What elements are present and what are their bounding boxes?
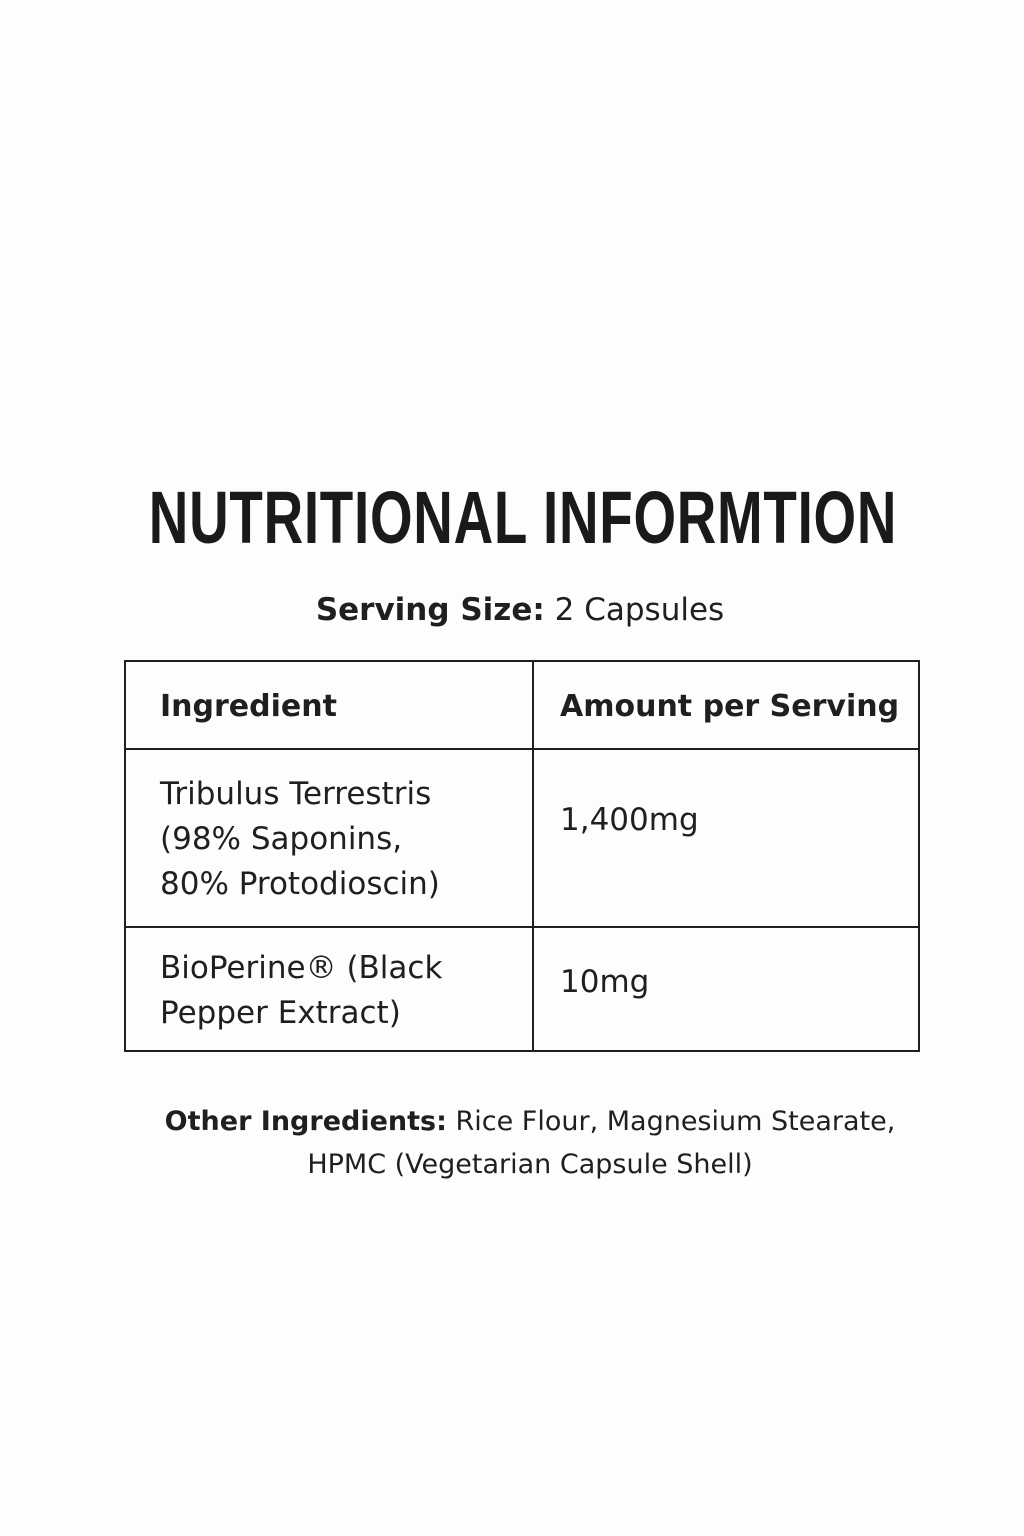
- page-title: NUTRITIONAL INFORMTION: [148, 476, 898, 559]
- header-ingredient: Ingredient: [160, 689, 337, 724]
- table-header-row: [126, 662, 918, 750]
- other-ingredients-line2: HPMC (Vegetarian Capsule Shell): [307, 1149, 753, 1180]
- ingredient-cell: BioPerine® (Black Pepper Extract): [160, 950, 443, 1031]
- nutrition-table: [124, 660, 920, 1052]
- header-amount: Amount per Serving: [560, 689, 900, 724]
- other-ingredients-line1: Rice Flour, Magnesium Stearate,: [455, 1106, 896, 1137]
- other-ingredients: [0, 1100, 1024, 1186]
- other-ingredients-label: Other Ingredients:: [164, 1106, 447, 1137]
- column-divider: [532, 662, 534, 1050]
- serving-size: [0, 588, 1024, 632]
- serving-size-value: 2 Capsules: [554, 592, 725, 628]
- ingredient-cell: Tribulus Terrestris (98% Saponins, 80% Protodioscin): [160, 776, 440, 902]
- amount-cell: 1,400mg: [560, 802, 699, 838]
- table-row: [126, 750, 918, 928]
- serving-size-label: Serving Size:: [315, 592, 545, 628]
- table-row: [126, 928, 918, 1050]
- amount-cell: 10mg: [560, 964, 650, 1000]
